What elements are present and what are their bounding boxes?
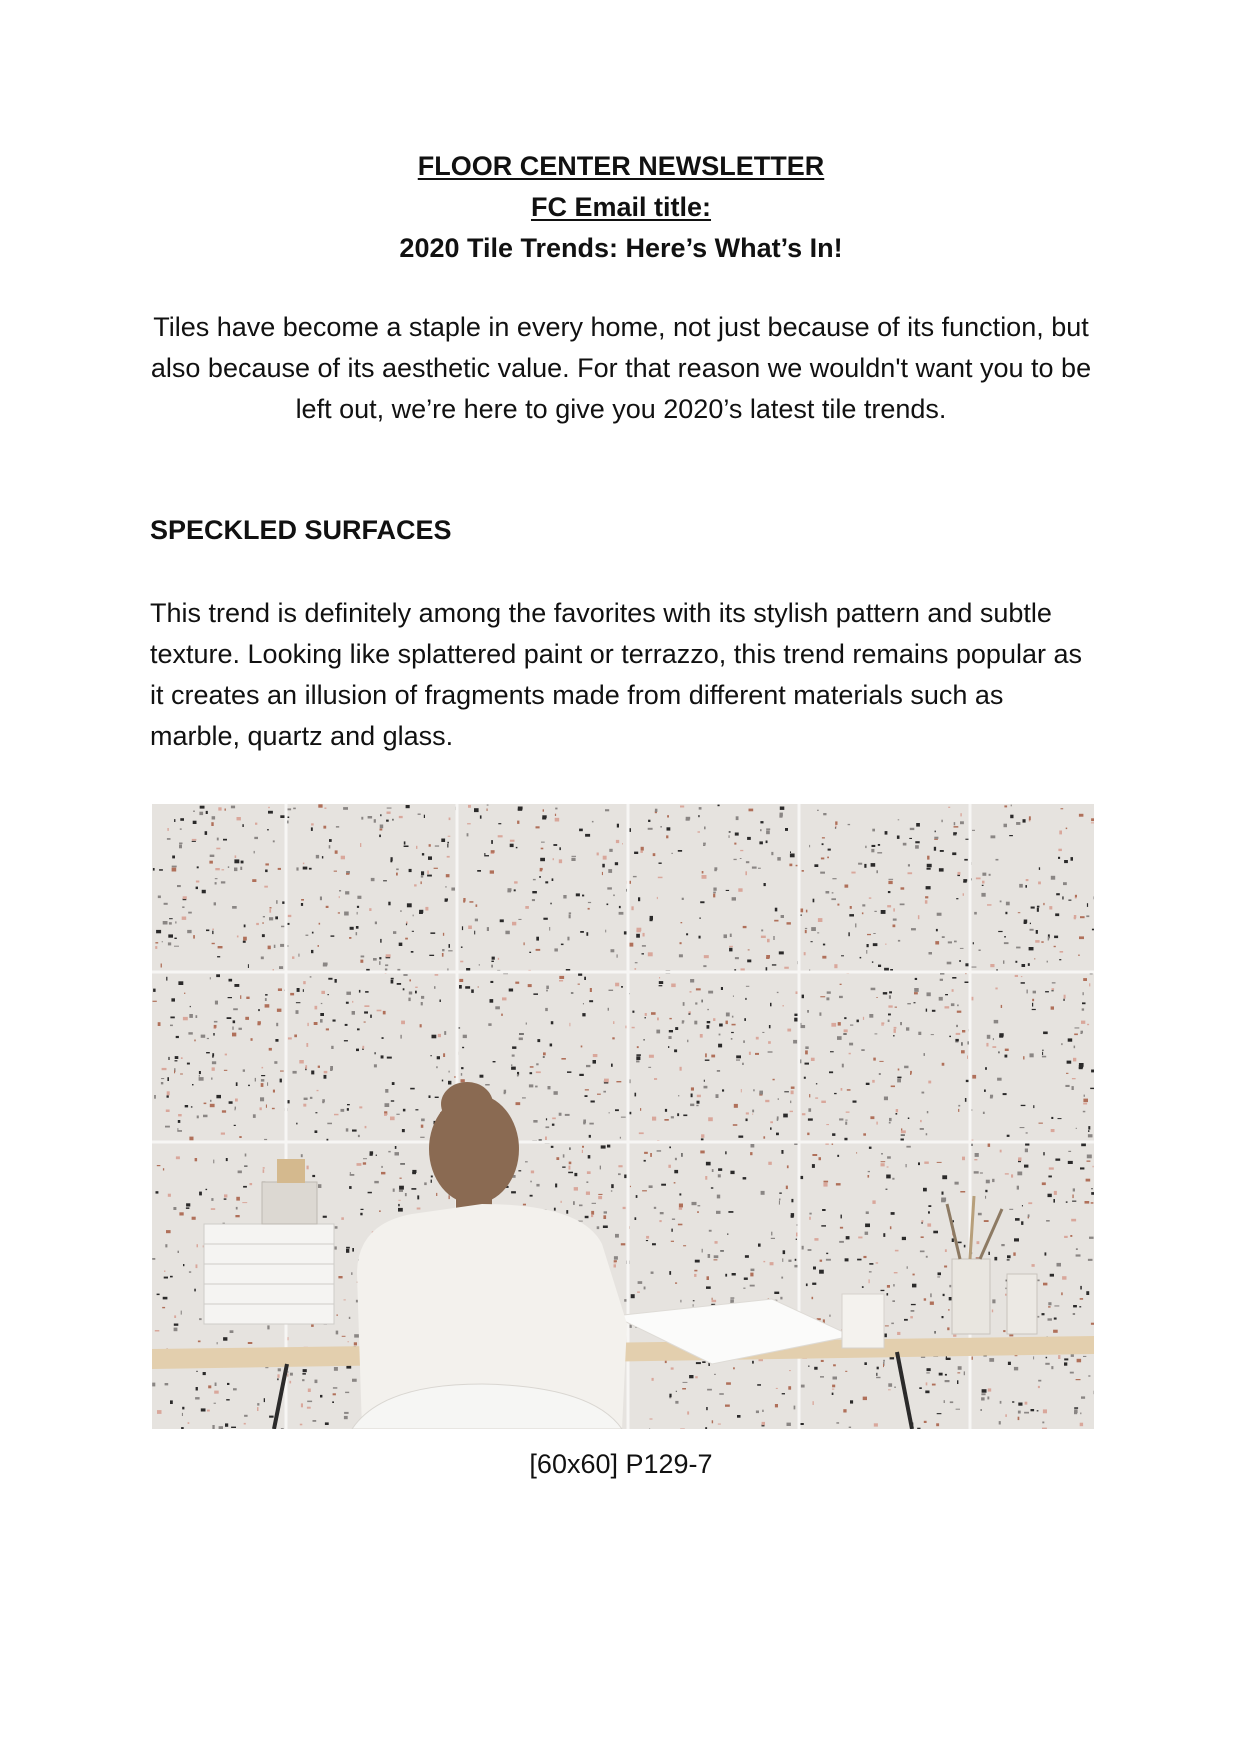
section-heading: SPECKLED SURFACES (150, 515, 452, 545)
email-title-label: FC Email title: (530, 192, 712, 222)
image-caption: [60x60] P129-7 (529, 1449, 713, 1479)
section-body: This trend is definitely among the favorites with its stylish pattern and subtle texture. Looking like splattered paint or terrazzo, this trend remains popular as it creates an illusion of fragments made from different materials such as marble, quartz and glass. (150, 598, 1082, 751)
newsletter-header (0, 146, 1242, 269)
terrazzo-wall-photo (152, 804, 1094, 1429)
email-headline: 2020 Tile Trends: Here’s What’s In! (399, 233, 843, 263)
intro-paragraph: Tiles have become a staple in every home, not just because of its function, but also because of its aesthetic value. For that reason we wouldn't want you to be left out, we’re here to give you 2020’s latest tile trends. (150, 312, 1092, 424)
newsletter-name: FLOOR CENTER NEWSLETTER (417, 151, 825, 181)
